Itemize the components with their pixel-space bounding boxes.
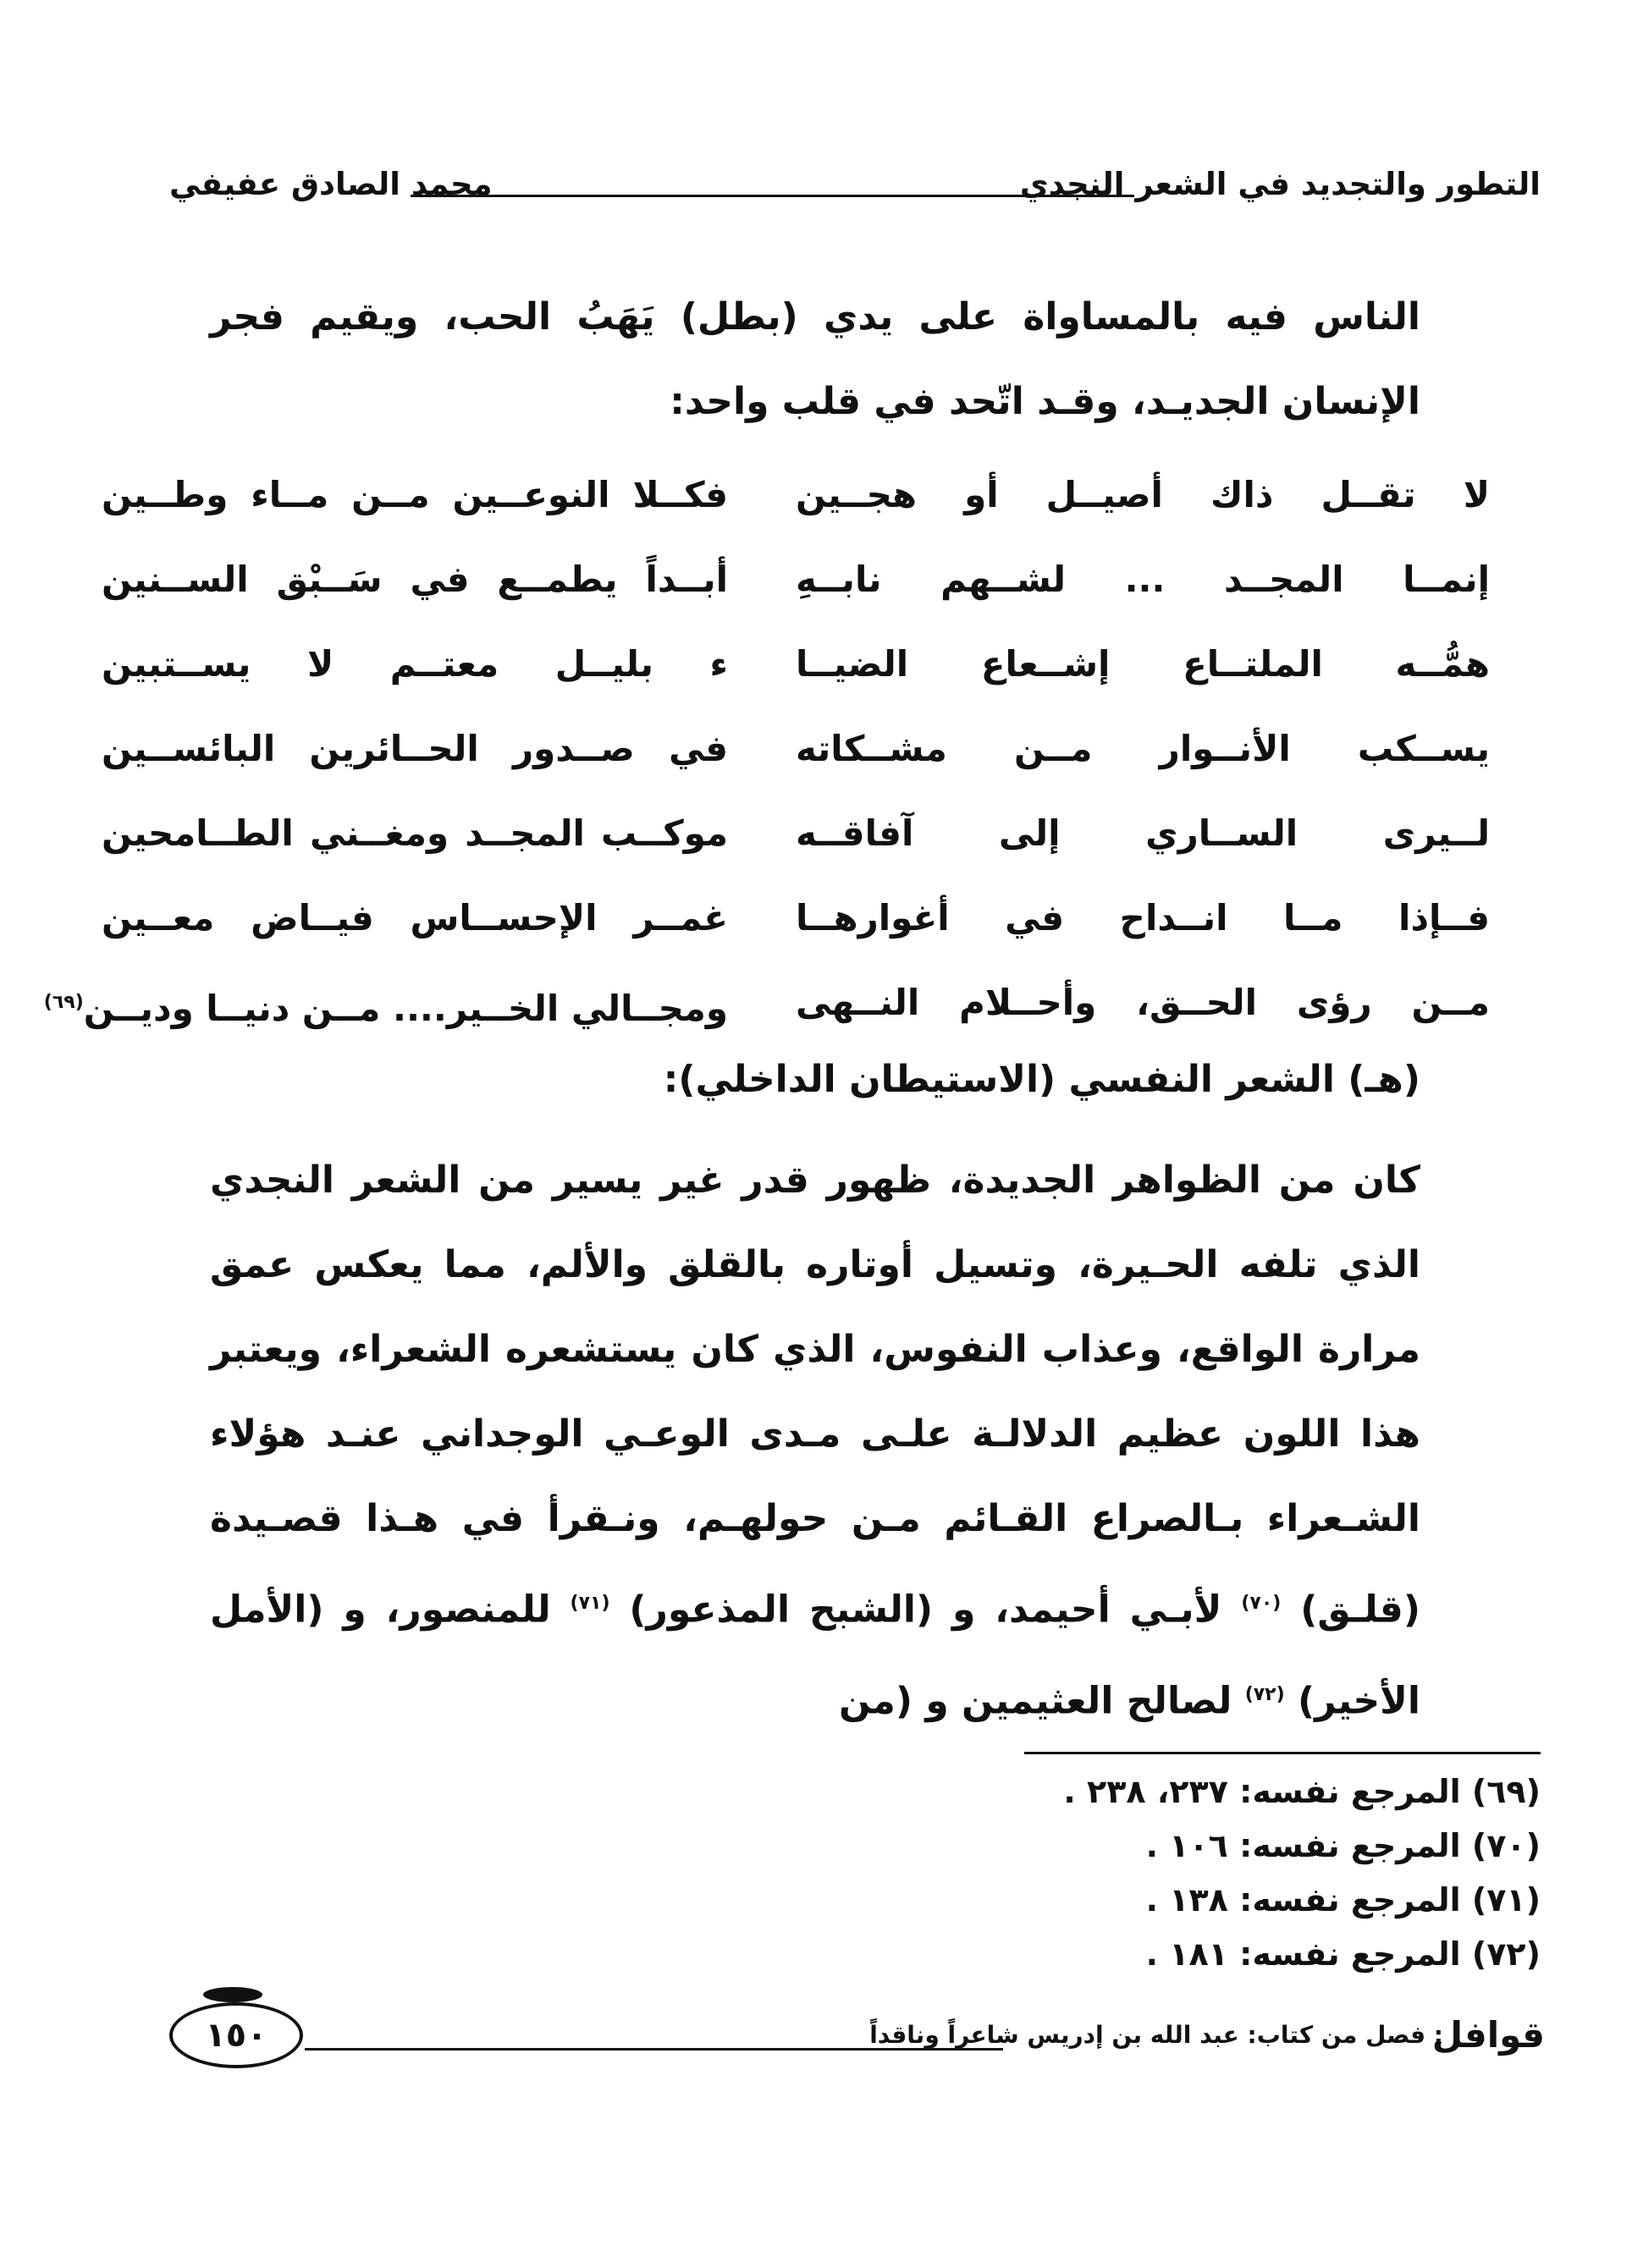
body-text: لأبـي أحيمد، و (الشبح المذعور) [629, 1588, 1222, 1632]
footnote-separator [1024, 1752, 1541, 1754]
footnote: (٧٠) المرجع نفسه: ١٠٦ . [1145, 1827, 1541, 1864]
body-text: للمنصور، و (الأمل الأخير) [210, 1588, 1420, 1723]
footnote-ref: (٧١) [570, 1593, 610, 1614]
verse-second-hemistich [43, 969, 728, 1043]
body-text: كان من الظواهر الجديدة، ظهور قدر غير يسير من الشعر النجدي الذي تلفه الحـيرة، وتسيل أوتاره بالقلق والألم، مما يعكس عمق مرارة الواقع، وعذاب النفوس، الذي كان يستشعره الشعراء، ويعتبر هذا اللون عظيم الدلالـة علـى مـدى الوعـي الوجداني عنـد هؤلاء الشـعراء بـالصراع القـائم مـن حولهـم، ونـقرأ في هـذا قصـيدة (قلـق) [210, 1159, 1420, 1632]
verse-text: ومجــالي الخــير.... مــن دنيــا وديــن [83, 988, 728, 1029]
verse-first-hemistich: همُّــه الملتــاع إشــعاع الضيــا [796, 643, 1490, 685]
footnote: (٦٩) المرجع نفسه: ٢٣٧، ٢٣٨ . [1063, 1773, 1541, 1810]
footnotes [948, 1764, 1541, 1981]
footnote: (٧٢) المرجع نفسه: ١٨١ . [1145, 1935, 1541, 1973]
poem-verse [43, 969, 1490, 1054]
footer-source: : فصل من كتاب: عبد الله بن إدريس شاعراً وناقداً [869, 2021, 1443, 2049]
verse-second-hemistich: ء بليــل معتــم لا يســتبين [102, 643, 728, 685]
footnote-ref: (٦٩) [43, 992, 84, 1013]
body-paragraph [210, 1138, 1420, 1743]
poem-verse [102, 800, 1490, 884]
author-name: محمد الصادق عفيفي [169, 166, 493, 202]
verse-first-hemistich: فــإذا مــا انــداح في أغوارهــا [796, 897, 1490, 939]
poem-verse [102, 630, 1490, 715]
poem-verse [102, 715, 1490, 800]
verse-second-hemistich: فكــلا النوعــين مــن مــاء وطــين [102, 474, 728, 515]
footnote-ref: (٧٢) [1244, 1683, 1285, 1705]
verse-second-hemistich: في صــدور الحــائرين البائســين [102, 728, 728, 769]
journal-brand: قوافل [1431, 2014, 1545, 2056]
footer-rule [305, 2048, 1003, 2051]
verse-second-hemistich: موكــب المجــد ومغــني الطــامحين [102, 812, 728, 854]
verse-first-hemistich: مــن رؤى الحــق، وأحــلام النــهى [796, 982, 1490, 1023]
body-text: لصالح العثيمين و (من [839, 1679, 1232, 1723]
page-number: ١٥٠ [169, 2002, 303, 2068]
header-rule [411, 195, 1134, 197]
verse-first-hemistich: إنمــا المجــد ... لشــهم نابــهِ [796, 559, 1490, 600]
section-heading: (هـ) الشعر النفسي (الاستيطان الداخلي): [663, 1058, 1420, 1101]
book-title: التطور والتجديد في الشعر النجدي [1019, 166, 1541, 202]
verse-second-hemistich: أبــداً يطمــع في سَــبْق الســنين [102, 559, 728, 600]
footnote: (٧١) المرجع نفسه: ١٣٨ . [1145, 1881, 1541, 1918]
ornament-icon [203, 1987, 262, 2002]
poem-verse [102, 546, 1490, 630]
intro-paragraph: الناس فيه بالمساواة على يدي (بطل) يَهَبُ الحب، ويقيم فجر الإنسان الجديـد، وقـد اتّحد في قلب واحد: [210, 295, 1420, 423]
footnote-ref: (٧٠) [1241, 1593, 1282, 1614]
verse-first-hemistich: لــيرى الســاري إلى آفاقــه [796, 812, 1490, 854]
verse-first-hemistich: لا تقــل ذاك أصيــل أو هجــين [796, 474, 1490, 515]
poem-verse [102, 884, 1490, 969]
verse-first-hemistich: يســكب الأنــوار مــن مشــكاته [796, 728, 1490, 769]
poem [43, 461, 1490, 1054]
verse-second-hemistich: غمــر الإحســاس فيــاض معــين [102, 897, 728, 939]
running-header [169, 166, 1541, 217]
page-footer [169, 2014, 1545, 2082]
poem-verse [102, 461, 1490, 546]
